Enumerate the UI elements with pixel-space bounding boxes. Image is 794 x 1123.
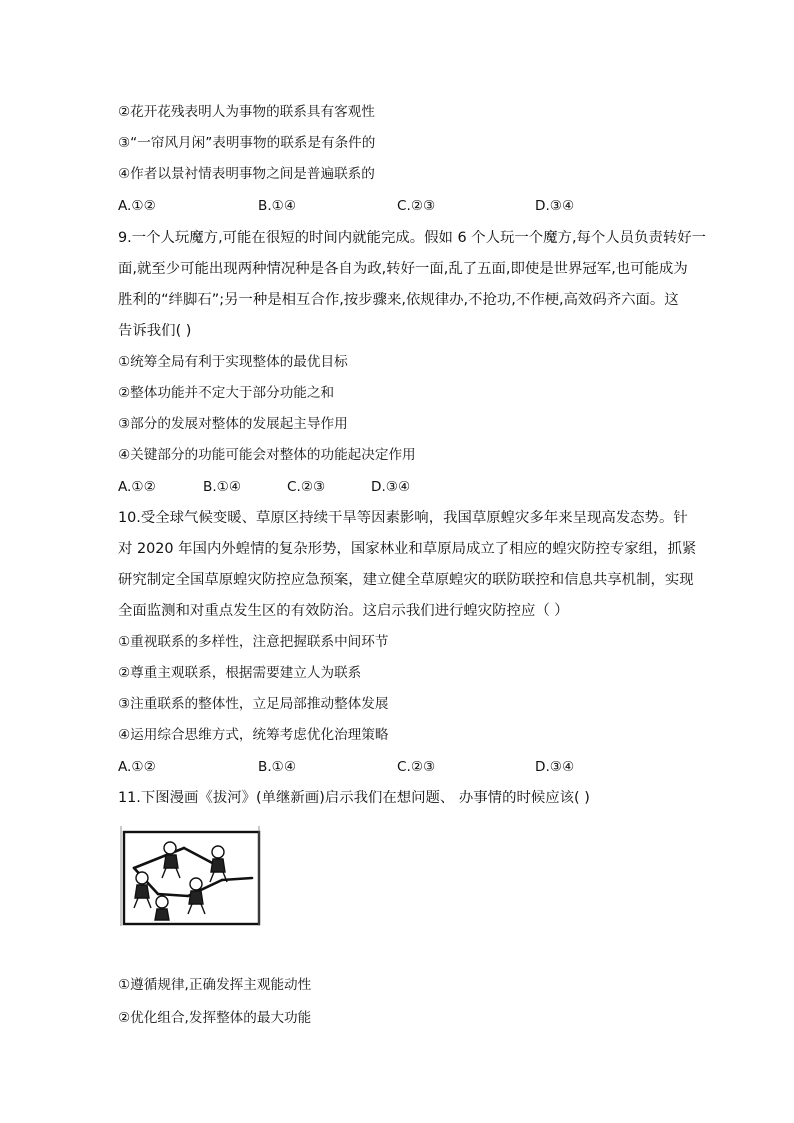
q10-options (118, 757, 678, 777)
q9-item-4: ④关键部分的功能可能会对整体的功能起决定作用 (118, 447, 416, 463)
q9-option-d[interactable]: D.③④ (371, 479, 411, 495)
q8-option-c[interactable]: C.②③ (397, 198, 436, 214)
q8-options (118, 196, 678, 216)
q10-item-3: ③注重联系的整体性，立足局部推动整体发展 (118, 696, 389, 712)
q10-option-a[interactable]: A.①② (118, 759, 156, 775)
q9-option-a[interactable]: A.①② (118, 479, 156, 495)
q9-stem-line-3: 胜利的“绊脚石”;另一种是相互合作,按步骤来,依规律办,不抢功,不作梗,高效码齐六面。这 (118, 292, 679, 308)
q10-stem-line-1: 10.受全球气候变暖、草原区持续干旱等因素影响，我国草原蝗灾多年来呈现高发态势。针 (118, 510, 688, 526)
q9-options (118, 477, 678, 497)
q8-option-d[interactable]: D.③④ (535, 198, 575, 214)
q9-stem-line-4: 告诉我们( ) (118, 323, 192, 339)
tug-of-war-cartoon (118, 822, 262, 928)
q10-item-4: ④运用综合思维方式，统筹考虑优化治理策略 (118, 727, 389, 743)
q8-item-3: ③“一帘风月闲”表明事物的联系是有条件的 (118, 135, 376, 151)
q8-item-2: ②花开花残表明人为事物的联系具有客观性 (118, 104, 375, 120)
q9-item-1: ①统筹全局有利于实现整体的最优目标 (118, 354, 348, 370)
q9-option-b[interactable]: B.①④ (203, 479, 242, 495)
q10-option-d[interactable]: D.③④ (535, 759, 575, 775)
q10-option-b[interactable]: B.①④ (258, 759, 297, 775)
q10-stem-line-2: 对 2020 年国内外蝗情的复杂形势，国家林业和草原局成立了相应的蝗灾防控专家组，抓紧 (118, 541, 697, 557)
q10-stem-line-3: 研究制定全国草原蝗灾防控应急预案，建立健全草原蝗灾的联防联控和信息共享机制，实现 (118, 572, 694, 588)
q8-option-b[interactable]: B.①④ (258, 198, 297, 214)
q9-item-2: ②整体功能并不定大于部分功能之和 (118, 385, 335, 401)
q9-option-c[interactable]: C.②③ (287, 479, 326, 495)
q10-stem-line-4: 全面监测和对重点发生区的有效防治。这启示我们进行蝗灾防控应（ ） (118, 603, 569, 619)
q8-option-a[interactable]: A.①② (118, 198, 156, 214)
q9-item-3: ③部分的发展对整体的发展起主导作用 (118, 416, 348, 432)
q10-option-c[interactable]: C.②③ (397, 759, 436, 775)
q9-stem-line-1: 9.一个人玩魔方,可能在很短的时间内就能完成。假如 6 个人玩一个魔方,每个人员负责转好一 (118, 230, 707, 246)
q11-item-1: ①遵循规律,正确发挥主观能动性 (118, 977, 312, 993)
q10-item-1: ①重视联系的多样性，注意把握联系中间环节 (118, 634, 389, 650)
q11-stem: 11.下图漫画《拔河》(单继新画)启示我们在想问题、 办事情的时候应该( ) (118, 790, 590, 806)
q10-item-2: ②尊重主观联系，根据需要建立人为联系 (118, 665, 362, 681)
q11-item-2: ②优化组合,发挥整体的最大功能 (118, 1010, 312, 1026)
q9-stem-line-2: 面,就至少可能出现两种情况种是各自为政,转好一面,乱了五面,即使是世界冠军,也可能成为 (118, 261, 688, 277)
q8-item-4: ④作者以景衬情表明事物之间是普遍联系的 (118, 166, 375, 182)
